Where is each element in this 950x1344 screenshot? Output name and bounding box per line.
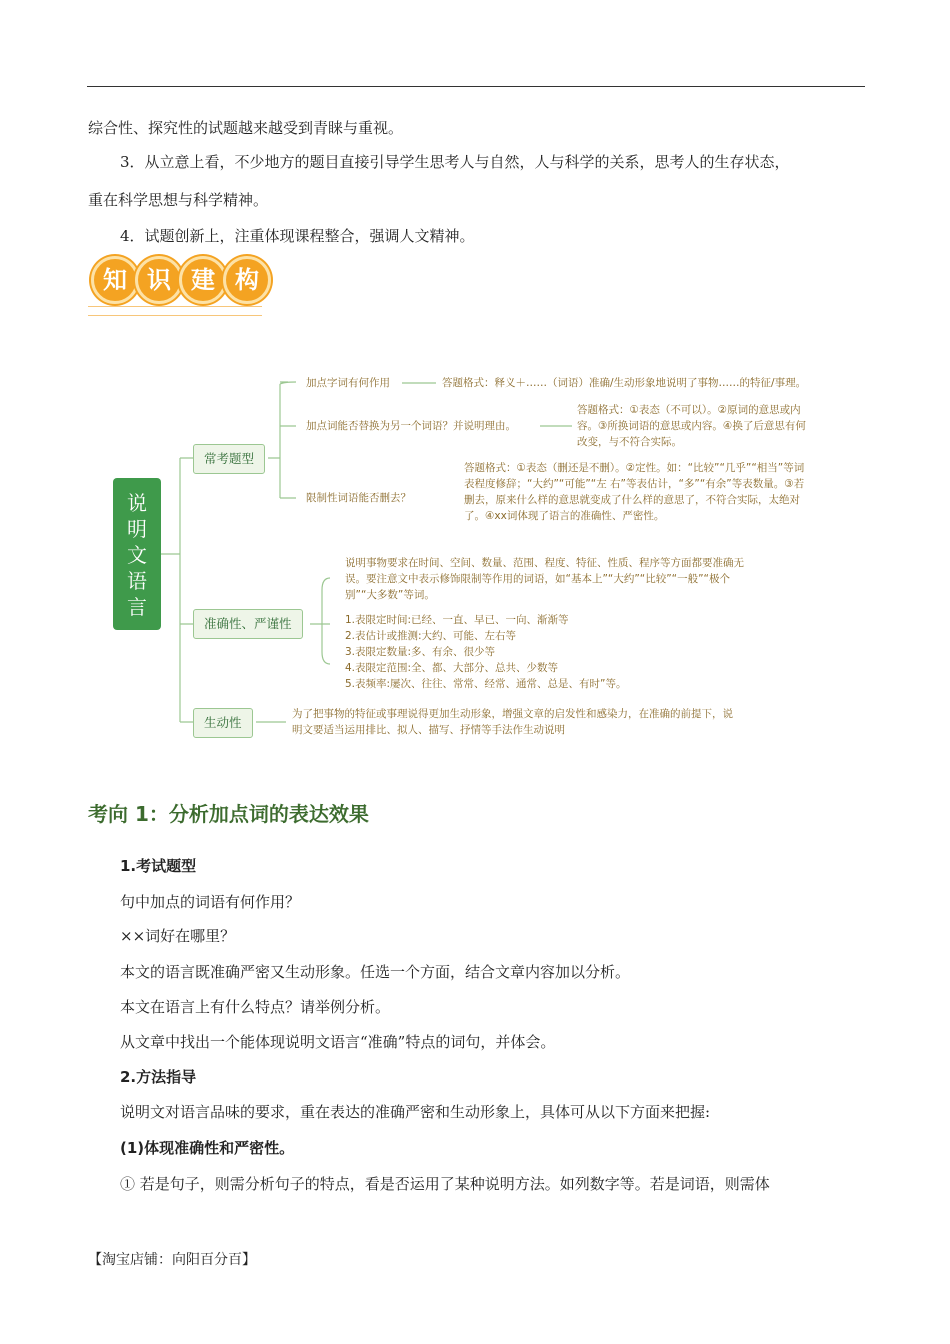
mm-q3: 限制性词语能否删去？ (306, 492, 411, 504)
mm-b2-2: 2.表估计或推测:大约、可能、左右等 (345, 630, 517, 642)
intro-line-2: 3．从立意上看，不少地方的题目直接引导学生思考人与自然，人与科学的关系，思考人的生存状态， (120, 153, 790, 171)
header-rule (87, 86, 865, 87)
mm-a1: 答题格式：释义＋……（词语）准确/生动形象地说明了事物……的特征/事理。 (442, 377, 807, 389)
badge-underline (88, 306, 262, 316)
intro-line-3: 重在科学思想与科学精神。 (88, 191, 269, 209)
footer-shop: 【淘宝店铺：向阳百分百】 (88, 1252, 256, 1268)
mm-b2-3: 3.表限定数量:多、有余、很少等 (345, 646, 496, 658)
root-char: 说 (127, 491, 147, 515)
sub-heading-1: 1.考试题型 (120, 857, 197, 875)
method-point-1: ① 若是句子，则需分析句子的特点，看是否运用了某种说明方法。如列数字等。若是词语，则需体 (120, 1175, 770, 1193)
knowledge-structure-badge (88, 256, 266, 318)
section-title: 考向 1：分析加点词的表达效果 (88, 802, 369, 826)
mm-b2-4: 4.表限定范围:全、都、大部分、总共、少数等 (345, 662, 559, 674)
intro-line-1: 综合性、探究性的试题越来越受到青睐与重视。 (88, 119, 404, 137)
mm-c1: 为了把事物的特征或事理说得更加生动形象，增强文章的启发性和感染力，在准确的前提下，说明文要适当运用排比、拟人、描写、抒情等手法作生动说明 (292, 708, 733, 736)
mm-a3: 答题格式：①表态（删还是不删）。②定性。如：“比较”“几乎”“相当”等词表程度修辞；“大约”“可能”“左 右”等表估计，“多”“有余”等表数量。③若删去，原来什么样的意思就变成了什么样的意思了，不符合实际，太绝对了。④xx词体现了语言的准确性、严密性。 (464, 462, 805, 522)
badge-char: 建 (179, 256, 227, 304)
mm-b2-1: 1.表限定时间:已经、一直、早已、一向、渐渐等 (345, 614, 569, 626)
question-line: 本文在语言上有什么特点？请举例分析。 (120, 998, 391, 1016)
mindmap-root (113, 478, 161, 630)
question-line: 从文章中找出一个能体现说明文语言“准确”特点的词句，并体会。 (120, 1033, 556, 1051)
root-char: 明 (127, 517, 147, 541)
question-line: ××词好在哪里？ (120, 927, 236, 945)
mm-q2: 加点词能否替换为另一个词语？并说明理由。 (306, 420, 516, 432)
sub-heading-2: 2.方法指导 (120, 1068, 197, 1086)
mm-a2: 答题格式：①表态（不可以）。②原词的意思或内容。③所换词语的意思或内容。④换了后意思有何改变，与不符合实际。 (577, 404, 806, 448)
node-accuracy: 准确性、严谨性 (193, 609, 303, 639)
badge-char: 构 (223, 256, 271, 304)
mm-q1: 加点字词有何作用 (306, 377, 390, 389)
question-line: 句中加点的词语有何作用？ (120, 893, 301, 911)
method-text: 说明文对语言品味的要求，重在表达的准确严密和生动形象上，具体可从以下方面来把握: (120, 1103, 711, 1121)
question-line: 本文的语言既准确严密又生动形象。任选一个方面，结合文章内容加以分析。 (120, 963, 631, 981)
intro-line-4: 4．试题创新上，注重体现课程整合，强调人文精神。 (120, 227, 475, 245)
mm-b2-5: 5.表频率:屡次、往往、常常、经常、通常、总是、有时”等。 (345, 678, 627, 690)
root-char: 言 (127, 595, 147, 619)
root-char: 语 (127, 569, 147, 593)
sub-heading-3: (1)体现准确性和严密性。 (120, 1139, 295, 1157)
mm-b1: 说明事物要求在时间、空间、数量、范围、程度、特征、性质、程序等方面都要准确无误。要注意文中表示修饰限制等作用的词语，如“基本上”“大约”“比较”“一般”“极个别”“大多数”等词。 (345, 557, 744, 601)
root-char: 文 (127, 543, 147, 567)
badge-char: 识 (135, 256, 183, 304)
node-common-types: 常考题型 (193, 444, 265, 474)
badge-char: 知 (91, 256, 139, 304)
node-vividness: 生动性 (193, 708, 253, 738)
